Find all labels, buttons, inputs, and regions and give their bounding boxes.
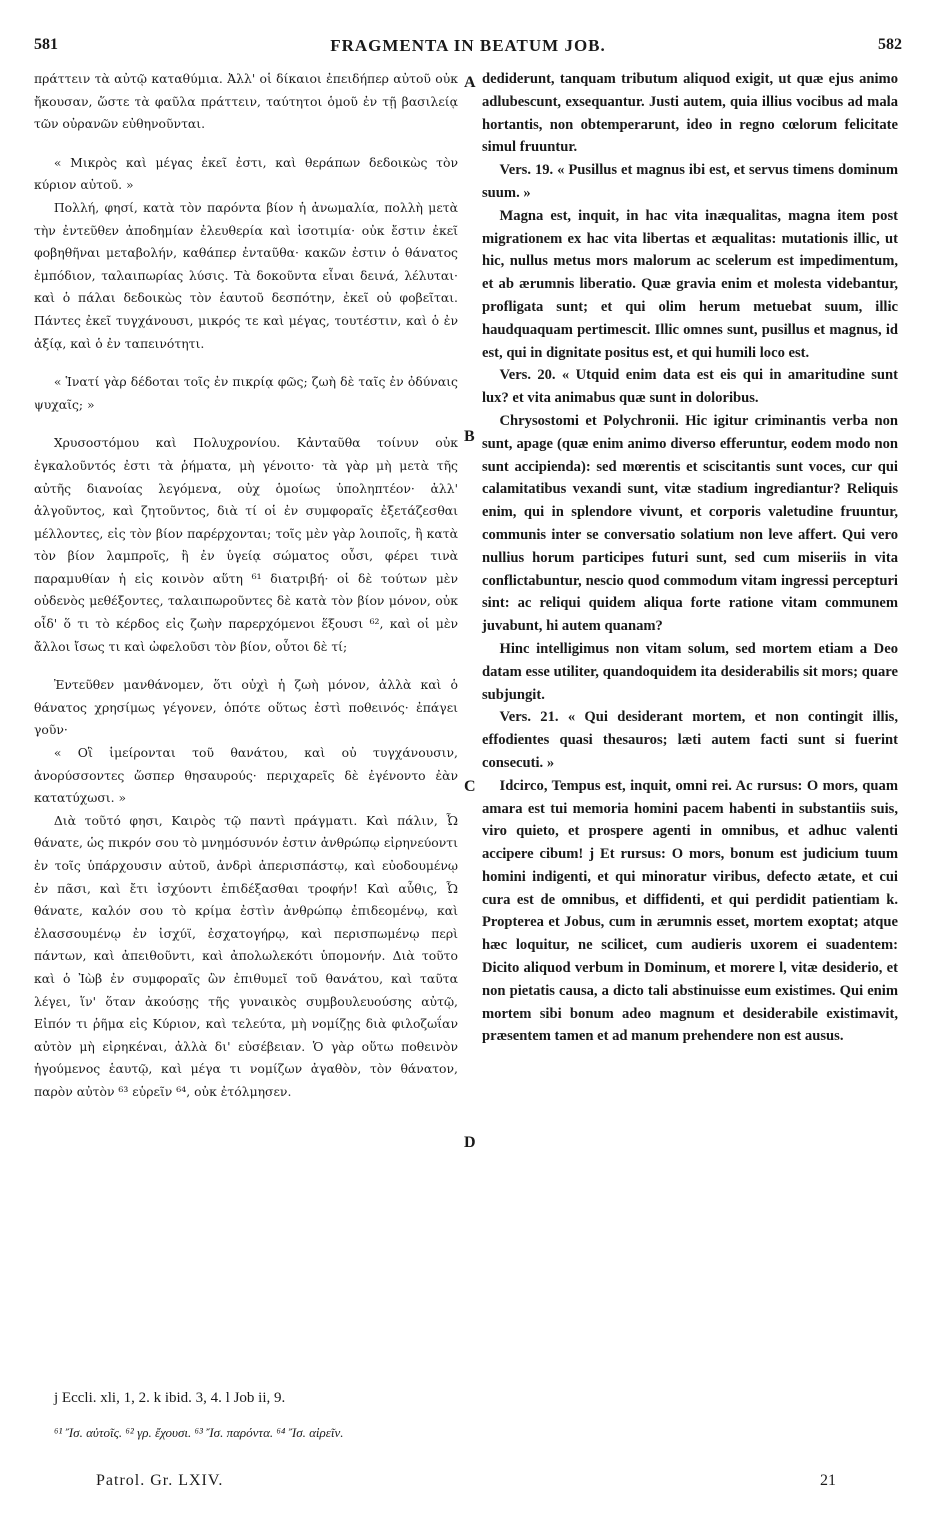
greek-column [34,68,458,1104]
latin-paragraph: Idcirco, Tempus est, inquit, omni rei. Ac rursus: O mors, quam amara est tui memoria homini pacem habenti in substantiis suis, viro quieto, et prospere agenti in omnibus, et adhuc valenti accipere cibum! j Et rursus: O mors, bonum est judicium tuum homini indigenti, et qui minoratur viribus, defecto ætate, et cui cura est de omnibus, et diffidenti, et qui perdidit patientiam k. Propterea et Jobus, cum in ærumnis esset, mortem exoptat; atque hæc loquitur, ne scilicet, cum audieris uxorem ei suadentem: Dicito aliquod verbum in Dominum, et morere l, vitæ desiderio, et non pietatis causa, a dicto tali abstinuisse eum existimes. Qui enim mortem sibi bonum adeo magnum et desiderabile existimavit, præsentem tamen et ad manum prehendere non est ausus. [482,777,898,1045]
greek-paragraph: πράττειν τὰ αὐτῷ καταθύμια. Ἀλλ' οἱ δίκαιοι ἐπειδήπερ αὐτοῦ οὐκ ἤκουσαν, ὥστε τὰ φαῦλα πράττειν, ταύτητοι ὁμοῦ ἐν τῇ βασιλείᾳ τῶν οὐρανῶν εὐθηνοῦνται. [34,71,458,132]
latin-verse-20: Vers. 20. « Utquid enim data est eis qui in amaritudine sunt lux? et vita animabus quæ sunt in doloribus. [482,367,898,407]
running-title: FRAGMENTA IN BEATUM JOB. [330,36,606,55]
greek-paragraph: Διὰ τοῦτό φησι, Καιρὸς τῷ παντὶ πράγματι. Καὶ πάλιν, Ὦ θάνατε, ὡς πικρόν σου τὸ μνημόσυνόν ἐστιν ἀνθρώπῳ εἰρηνεύοντι ἐν τοῖς ὑπάρχουσιν αὐτοῦ, ἀνδρὶ ἀπερισπάστῳ, καὶ εὐοδουμένῳ ἐν πᾶσι, καὶ ἔτι ἰσχύοντι ἐπιδέξασθαι τροφήν! Καὶ αὖθις, Ὦ θάνατε, καλόν σου τὸ κρίμα ἐστὶν ἀνθρώπῳ ἐπιδεομένῳ, καὶ ἐλασσουμένῳ ἐν ἰσχύϊ, ἐσχατογήρῳ, καὶ περισπωμένῳ περὶ πάντων, καὶ ἀπειθοῦντι, καὶ ἀπολωλεκότι ὑπομονήν. Διὰ τοῦτο καὶ ὁ Ἰὼβ ἐν συμφοραῖς ὢν ἐπιθυμεῖ τοῦ θανάτου, καὶ ταῦτα λέγει, ἵν' ὅταν ἀκούσῃς τῆς γυναικὸς συμβουλευούσης αὐτῷ, Εἰπόν τι ῥῆμα εἰς Κύριον, καὶ τελεύτα, μὴ νομίζῃς διὰ φιλοζωΐαν αὐτὸν μὴ εἰρηκέναι, ἀλλὰ δι' εὐσέβειαν. Ὁ γὰρ οὕτω ποθεινὸν ἡγούμενος ἑαυτῷ, καὶ μέγα τι νομίζων ἀγαθὸν, τὸν θάνατον, παρὸν αὐτὸν ⁶³ εὑρεῖν ⁶⁴, οὐκ ἐτόλμησεν. [34,812,458,1099]
section-marker-d: D [464,1134,476,1151]
signature-number: 21 [820,1472,836,1489]
greek-paragraph: Ἐντεῦθεν μανθάνομεν, ὅτι οὐχὶ ἡ ζωὴ μόνον, ἀλλὰ καὶ ὁ θάνατος χρησίμως γέγονεν, ὁπότε οὕτως ἐστὶ ποθεινός· ἐπάγει γοῦν· [34,677,458,738]
greek-footnotes: ⁶¹ Ἴσ. αὐτοῖς. ⁶² γρ. ἔχουσι. ⁶³ Ἴσ. παρόντα. ⁶⁴ Ἴσ. αἱρεῖν. [54,1425,344,1440]
latin-paragraph: dediderunt, tanquam tributum aliquod exigit, ut quæ ejus animo adlubescunt, exsequantur. Justi autem, quia illius vocibus ad mala hortantis, non obtemperarunt, ideo in regno cœlorum felicitate simul fruuntur. [482,71,898,156]
page-footer [96,1472,836,1496]
section-marker-c: C [464,778,476,795]
latin-footnotes: j Eccli. xli, 1, 2. k ibid. 3, 4. l Job ii, 9. [54,1390,286,1406]
latin-column [482,68,898,1048]
greek-verse-20: « Ἱνατί γὰρ δέδοται τοῖς ἐν πικρίᾳ φῶς; ζωὴ δὲ ταῖς ἐν ὀδύναις ψυχαῖς; » [34,374,458,412]
page-number-right: 582 [878,36,902,53]
latin-verse-21: Vers. 21. « Qui desiderant mortem, et non contingit illis, effodientes quasi thesauros; læti autem facti sunt si fuerint consecuti. » [482,709,898,771]
section-marker-a: A [464,74,476,91]
latin-paragraph: Chrysostomi et Polychronii. Hic igitur criminantis verba non sunt, apage (quæ enim animo diverso efferuntur, eodem modo non sunt accipienda): sed mœrentis et sciscitantis sunt voces, cur qui calamitatibus vexandi sunt, vitæ stadium ingrediantur? Reliquis enim, qui in splendore vivunt, et corporis valetudine fruuntur, communis inter se conversatio solatium non leve affert. Qui vero nullius horum participes futuri sunt, sed cum miseriis in vita conflictabuntur, nescio quod commodum vitam ingressi percepturi sint: ac reliqui quidem aliqua forte ratione vitam communem juvabunt, hi autem quanam? [482,412,898,635]
page-number-left: 581 [34,36,58,53]
greek-verse-19: « Μικρὸς καὶ μέγας ἐκεῖ ἐστι, καὶ θεράπων δεδοικὼς τὸν κύριον αὐτοῦ. » [34,154,458,193]
footnotes [34,1390,902,1441]
greek-verse-21: « Οἳ ἱμείρονται τοῦ θανάτου, καὶ οὐ τυγχάνουσιν, ἀνορύσσοντες ὥσπερ θησαυρούς· περιχαρεῖς δὲ ἐγένοντο ἐὰν κατατύχωσι. » [34,745,458,806]
latin-verse-19: Vers. 19. « Pusillus et magnus ibi est, et servus timens dominum suum. » [482,162,898,201]
latin-paragraph: Magna est, inquit, in hac vita inæqualitas, magna item post migrationem ex hac vita libertas et æqualitas: mutationis illic, ut hic, nullus metus mors malorum ac scelerum est impedimentum, et ab ærumnis liberatio. Quæ gravia enim et molesta videbantur, profligata sunt; et qui olim herum metuebat suum, illic haudquaquam pertimescit. Illic omnes sunt, pusillus et magnus, id est, qui in dignitate positus est, et qui humili loco est. [482,207,898,361]
page-header [34,36,902,66]
latin-paragraph: Hinc intelligimus non vitam solum, sed mortem etiam a Deo datam esse utiliter, quandoquidem ita desiderabilis sit mors; quare subjungit. [482,640,898,703]
greek-paragraph: Πολλή, φησί, κατὰ τὸν παρόντα βίον ἡ ἀνωμαλία, πολλὴ μετὰ τὴν ἐντεῦθεν ἀποδημίαν ἐλευθερία καὶ ἰσοτιμία· οὐκ ἔστιν ἐκεῖ φοβηθῆναι μεταβολήν, καθάπερ ἐνταῦθα· κακῶν ἐστιν ὁ θάνατος ἐμπόδιον, ταλαιπωρίας λύσις. Τὰ δοκοῦντα εἶναι δεινά, λέλυται· καὶ ὁ πάλαι δεδοικὼς τὸν ἑαυτοῦ δεσπότην, ἐκεῖ οὐ φοβεῖται. Πάντες ἐκεῖ τυγχάνουσι, μικρός τε καὶ μέγας, τουτέστιν, καὶ ὁ ἐν ἀξίᾳ, καὶ ὁ ἐν ταπεινότητι. [34,199,458,351]
section-marker-b: B [464,428,475,445]
signature-mark: Patrol. Gr. LXIV. [96,1472,224,1489]
greek-paragraph: Χρυσοστόμου καὶ Πολυχρονίου. Κἀνταῦθα τοίνυν οὐκ ἐγκαλοῦντός ἐστι τὰ ῥήματα, μὴ γένοιτο· τὰ γὰρ μὴ μετὰ τῆς αὐτῆς διανοίας λεγόμενα, οὐχ ὁμοίως ὑποληπτέον· ἀλλ' ἀλγοῦντος, καὶ ζητοῦντος, διὰ τί οἱ ἐν συμφοραῖς ἐξετάζεσθαι μέλλοντες, εἰς τὸν βίον παρέρχονται; τοῖς μὲν γὰρ λοιποῖς, ἢ κατὰ τὸν βίον λαμπροῖς, ἢ ἐν ὑγείᾳ σώματος οὖσι, φέρει τινὰ παραμυθίαν ἡ εἰς κοινὸν αὕτη ⁶¹ διατριβή· οἱ δὲ τούτων μὲν οὐδενὸς μεθέξοντες, ταλαιπωροῦντες δὲ κατὰ τὸν βίον μόνον, οὐκ οἶδ' ὅ τι τὸ κέρδος εἰς ζωὴν παρερχόμενοι ἕξουσι ⁶², καὶ οἱ μὲν ἄλλοι ἴσως τι καὶ ὠφελοῦσι τὸν βίον, οὗτοι δὲ τί; [34,435,458,654]
